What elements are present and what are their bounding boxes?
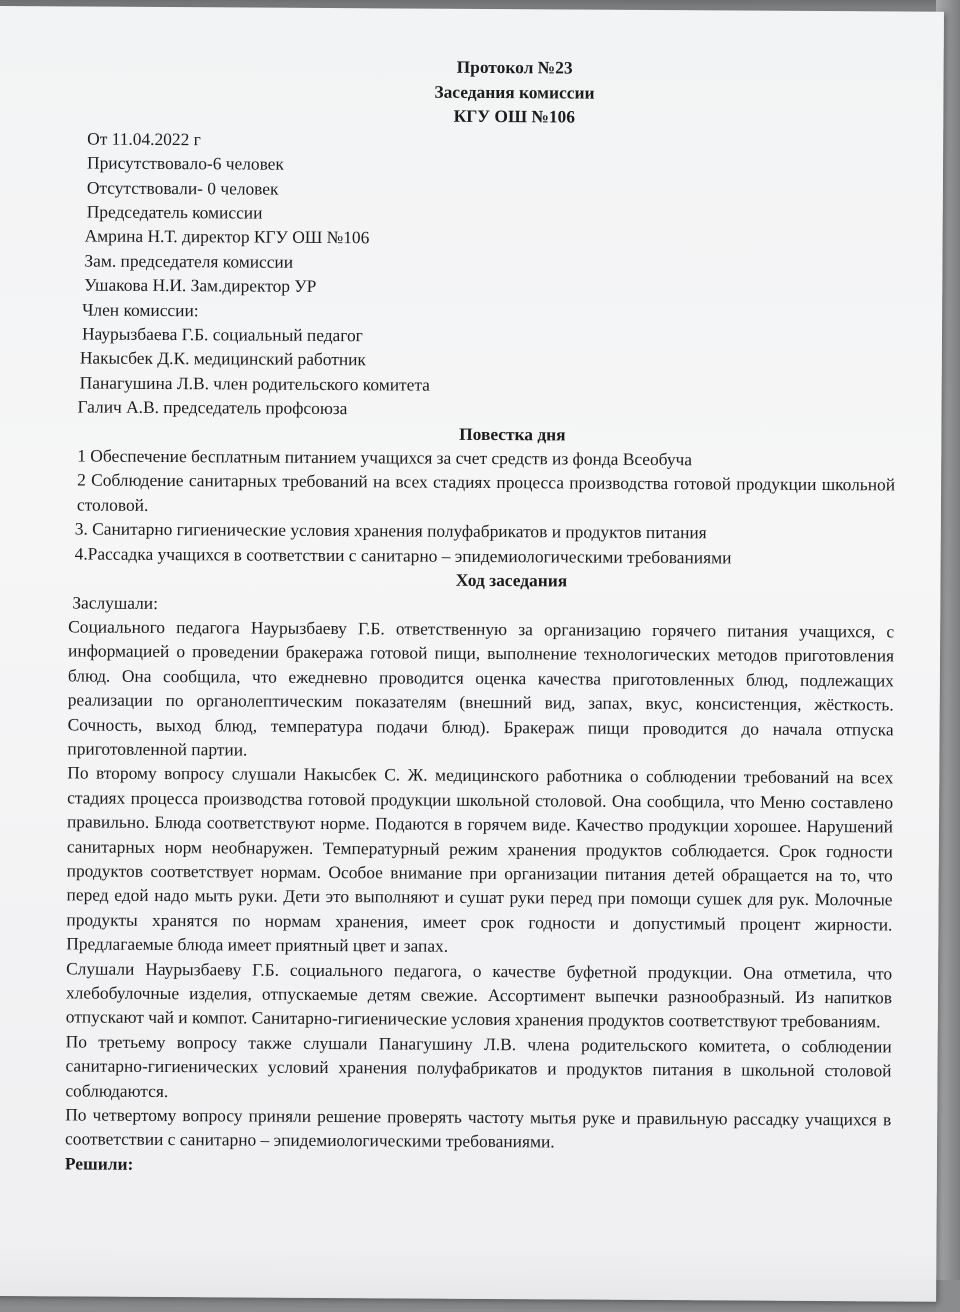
member-4: Галич А.В. председатель профсоюза	[77, 396, 348, 419]
decided-label: Решили:	[64, 1153, 134, 1174]
agenda-item-4: 4.Рассадка учащихся в соответствии с санитарно – эпидемиологическими требованиями	[74, 543, 732, 568]
meeting-meta	[69, 126, 897, 424]
agenda-item-2: 2 Соблюдение санитарных требований на всех стадиях процесса производства готовой продукции школьной столовой.	[76, 469, 896, 515]
document-page	[0, 6, 944, 1302]
heard-label: Заслушали:	[72, 591, 159, 613]
proceedings-paragraph-5: По четвертому вопросу приняли решение проверять частоту мытья руке и правильную рассадку учащихся в соответствии с санитарно – эпидемиологическими требованиями.	[65, 1104, 892, 1152]
attendance-absent: Отсутствовали- 0 человек	[86, 177, 279, 199]
page-bottom-shade	[0, 1246, 936, 1312]
vice-chair-name: Ушакова Н.И. Зам.директор УР	[84, 274, 317, 297]
agenda-list	[69, 443, 896, 570]
meeting-date: От 11.04.2022 г	[87, 128, 201, 150]
members-label: Член комиссии:	[82, 299, 199, 320]
agenda-item-1: 1 Обеспечение бесплатным питанием учащихся за счет средств из фонда Всеобуча	[77, 445, 693, 470]
agenda-item-3: 3. Санитарно гигиенические условия хранения полуфабрикатов и продуктов питания	[74, 518, 707, 543]
proceedings-paragraph-2: По второму вопросу слушали Накысбек С. Ж. медицинского работника о соблюдении требований на всех стадиях процесса производства готовой продукции школьной столовой. Она сообщила, что Меню составлено правильно. Блюда соответствуют норме. Подаются в горячем виде. Качество продукции хорошее. Нарушений санитарных норм необнаружен. Температурный режим хранения продуктов соблюдается. Срок годности продуктов соответствует нормам. Особое внимание при организации питания детей обращается на то, что перед едой надо мыть руки. Дети это выполняют и сушат руки перед при помощи сушек для рук. Молочные продукты хранятся по нормам хранения, имеет срок годности и допустимый процент жирности. Предлагаемые блюда имеет приятный цвет и запах.	[66, 762, 894, 956]
member-3: Панагушина Л.В. член родительского комитета	[79, 372, 430, 395]
member-1: Наурызбаева Г.Б. социальный педагог	[81, 323, 363, 346]
organization-name: КГУ ОШ №106	[453, 105, 576, 127]
proceedings-paragraph-4: По третьему вопросу также слушали Панагушину Л.В. члена родительского комитета, о соблюдении санитарно-гигиенических условий хранения полуфабрикатов и продуктов питания в школьной столовой соблюдаются.	[65, 1031, 892, 1101]
document-subtitle: Заседания комиссии	[434, 81, 595, 103]
proceedings-paragraph-1: Социального педагога Наурызбаеву Г.Б. ответственную за организацию горячего питания учащихся, с информацией о проведении бракеража готовой пищи, выполнение технологических методов приготовления блюд. Она сообщила, что ежедневно проводится оценка качества приготовленных блюд, подлежащих реализации по органолептическим показателям (внешний вид, запах, вкус, консистенция, жёсткость. Сочность, выход блюд, температура подачи блюд). Бракераж пищи проводится до начала отпуска приготовленной партии.	[67, 616, 895, 760]
proceedings-title: Ход заседания	[455, 569, 568, 591]
vice-chair-label: Зам. председателя комиссии	[84, 250, 294, 272]
member-2: Накысбек Д.К. медицинский работник	[79, 347, 366, 370]
agenda-title: Повестка дня	[459, 423, 566, 445]
proceedings-paragraph-3: Слушали Наурызбаеву Г.Б. социального педагога, о качестве буфетной продукции. Она отметила, что хлебобулочные изделия, отпускаемые детям свежие. Ассортимент выпечки разнообразный. Из напитков отпускают чай и компот. Санитарно-гигиенические условия хранения продуктов соответствуют требованиям.	[65, 958, 893, 1032]
document-title: Протокол №23	[456, 56, 573, 78]
title-block	[71, 52, 897, 131]
document-content	[65, 52, 898, 1180]
chair-label: Председатель комиссии	[86, 201, 263, 223]
chair-name: Амрина Н.Т. директор КГУ ОШ №106	[84, 225, 370, 248]
attendance-present: Присутствовало-6 человек	[86, 152, 284, 174]
